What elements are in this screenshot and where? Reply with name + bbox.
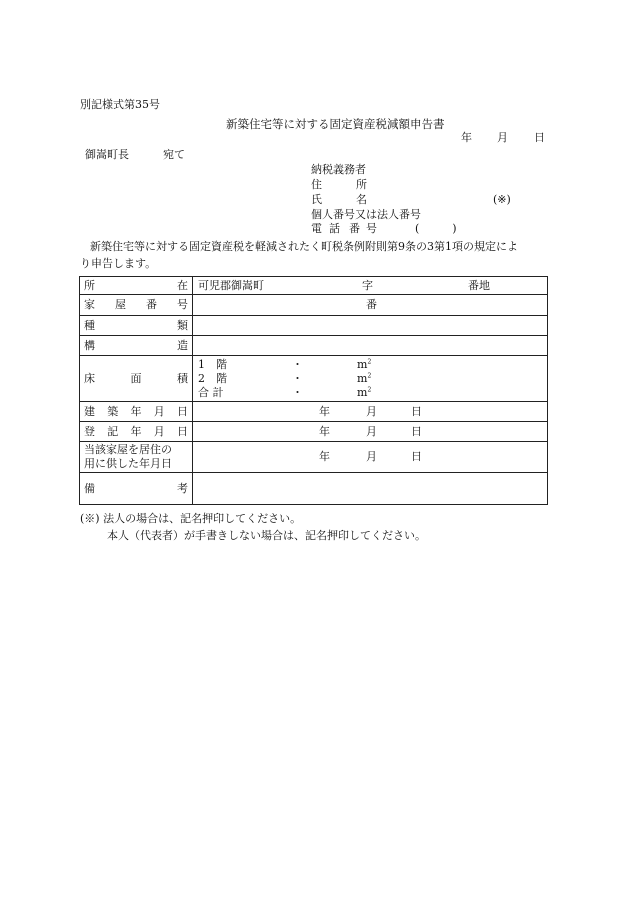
sqm-unit: $m^2$ xyxy=(357,371,372,385)
sqm-unit: $m^2$ xyxy=(357,385,372,399)
location-label: 所 在 xyxy=(84,278,188,292)
remarks-value[interactable] xyxy=(193,473,548,505)
phone-label-1: 電 xyxy=(311,222,322,235)
floor-area-line-2f: 2 階 ・ $m^2$ xyxy=(198,371,372,385)
location-row xyxy=(80,277,548,295)
remarks-label: 備 考 xyxy=(84,481,188,495)
form-number: 別記様式第35号 xyxy=(80,98,160,111)
kind-label: 種 類 xyxy=(84,318,188,332)
built-date-value[interactable]: 年 月 日 xyxy=(193,402,548,422)
phone-paren: ( ) xyxy=(415,222,457,235)
kind-row xyxy=(80,316,548,336)
id-number-label: 個人番号又は法人番号 xyxy=(311,208,421,221)
address-label-2: 所 xyxy=(356,178,367,191)
residence-date-row xyxy=(80,442,548,473)
floor-area-line-total: 合 計 ・ $m^2$ xyxy=(198,385,372,399)
address-label-1: 住 xyxy=(311,178,322,191)
floor-area-label: 床 面 積 xyxy=(84,371,188,385)
remarks-row xyxy=(80,473,548,505)
location-aza: 字 xyxy=(362,278,373,292)
date-day: 日 xyxy=(534,131,545,144)
date-month: 月 xyxy=(497,131,508,144)
registration-date-label: 登 記 年 月 日 xyxy=(84,424,188,438)
phone-label-3: 番 xyxy=(349,222,360,235)
phone-label-2: 話 xyxy=(329,222,340,235)
house-number-ban: 番 xyxy=(366,298,377,311)
residence-date-label: 当該家屋を居住の 用に供した年月日 xyxy=(80,442,193,473)
document-title: 新築住宅等に対する固定資産税減額申告書 xyxy=(226,117,445,131)
kind-value[interactable] xyxy=(193,316,548,336)
house-number-value[interactable] xyxy=(193,295,548,316)
floor-area-line-1f: 1 階 ・ $m^2$ xyxy=(198,357,372,371)
structure-row xyxy=(80,336,548,356)
registration-date-row xyxy=(80,422,548,442)
body-text-line2: り申告します。 xyxy=(80,257,157,270)
application-table xyxy=(79,276,548,505)
body-text-line1: 新築住宅等に対する固定資産税を軽減されたく町税条例附則第9条の3第1項の規定によ xyxy=(90,240,518,253)
location-town: 可児郡御嵩町 xyxy=(198,278,264,292)
sqm-unit: $m^2$ xyxy=(357,357,372,371)
seal-mark: (※) xyxy=(493,193,511,206)
name-label-2: 名 xyxy=(356,193,367,206)
structure-label: 構 造 xyxy=(84,338,188,352)
built-date-label: 建 築 年 月 日 xyxy=(84,404,188,418)
registration-date-value[interactable]: 年 月 日 xyxy=(193,422,548,442)
note-corporate: (※) 法人の場合は、記名押印してください。 xyxy=(80,512,302,525)
addressee-suffix: 宛て xyxy=(163,148,185,161)
structure-value[interactable] xyxy=(193,336,548,356)
taxpayer-heading: 納税義務者 xyxy=(311,163,366,176)
note-representative: 本人（代表者）が手書きしない場合は、記名押印してください。 xyxy=(107,529,426,542)
addressee: 御嵩町長 xyxy=(85,148,129,161)
floor-area-value[interactable] xyxy=(193,356,548,402)
house-number-label: 家 屋 番 号 xyxy=(84,298,188,311)
floor-area-row xyxy=(80,356,548,402)
house-number-row xyxy=(80,295,548,316)
phone-label-4: 号 xyxy=(366,222,377,235)
location-banchi: 番地 xyxy=(468,278,490,292)
name-label-1: 氏 xyxy=(311,193,322,206)
built-date-row xyxy=(80,402,548,422)
date-year: 年 xyxy=(461,131,472,144)
residence-date-value[interactable]: 年 月 日 xyxy=(193,442,548,473)
location-value[interactable] xyxy=(193,277,548,295)
